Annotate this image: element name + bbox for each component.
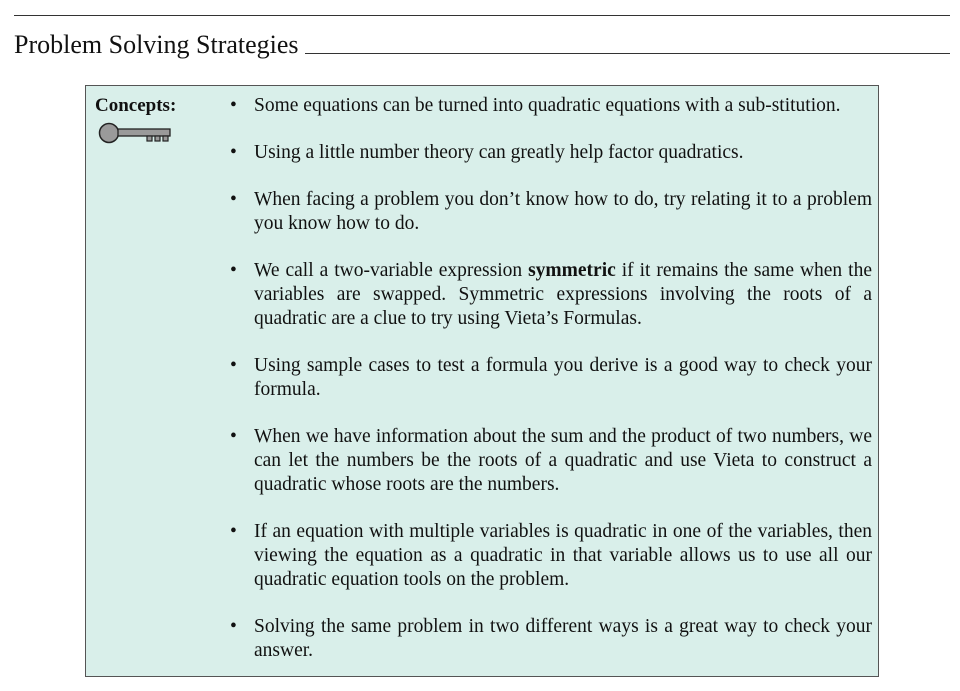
bullet-icon: • <box>230 355 237 376</box>
symmetric-term: symmetric <box>528 260 616 281</box>
bullet-icon: • <box>230 95 237 116</box>
bullet-icon: • <box>230 616 237 637</box>
concept-text: Using sample cases to test a formula you derive is a good way to check your formula. <box>254 355 872 400</box>
concept-item <box>230 94 872 118</box>
bullet-icon: • <box>230 521 237 542</box>
concept-text-after: if it remains the same when the variables are swapped. Symmetric expressions involving the roots of a quadratic are a clue to try using Vieta’s Formulas. <box>254 260 872 329</box>
concept-text <box>254 260 872 329</box>
concept-list <box>230 94 872 663</box>
bullet-icon: • <box>230 260 237 281</box>
concept-item <box>230 354 872 402</box>
concept-item <box>230 425 872 497</box>
bullet-icon: • <box>230 426 237 447</box>
bullet-icon: • <box>230 189 237 210</box>
concept-item <box>230 188 872 236</box>
concept-text-before: We call a two-variable expression <box>254 260 529 281</box>
concept-text: Solving the same problem in two different ways is a great way to check your answer. <box>254 616 872 661</box>
concept-item <box>230 259 872 331</box>
concepts-panel <box>85 85 879 677</box>
concept-item <box>230 520 872 592</box>
concept-item <box>230 141 872 165</box>
concept-text: Using a little number theory can greatly help factor quadratics. <box>254 142 744 163</box>
title-rule <box>305 53 950 54</box>
section-title: Problem Solving Strategies <box>14 30 299 59</box>
section-header <box>14 32 950 58</box>
concept-text: When we have information about the sum and the product of two numbers, we can let the numbers be the roots of a quadratic and use Vieta to construct a quadratic whose roots are the numbers. <box>254 426 872 495</box>
concept-item <box>230 615 872 663</box>
key-icon <box>98 122 172 144</box>
concepts-label: Concepts: <box>95 95 177 116</box>
bullet-icon: • <box>230 142 237 163</box>
concept-text: If an equation with multiple variables is quadratic in one of the variables, then viewing the equation as a quadratic in that variable allows us to use all our quadratic equation tools on the problem. <box>254 521 872 590</box>
concept-text: When facing a problem you don’t know how to do, try relating it to a problem you know how to do. <box>254 189 872 234</box>
concept-text: Some equations can be turned into quadratic equations with a sub-stitution. <box>254 95 841 116</box>
top-rule <box>14 15 950 16</box>
